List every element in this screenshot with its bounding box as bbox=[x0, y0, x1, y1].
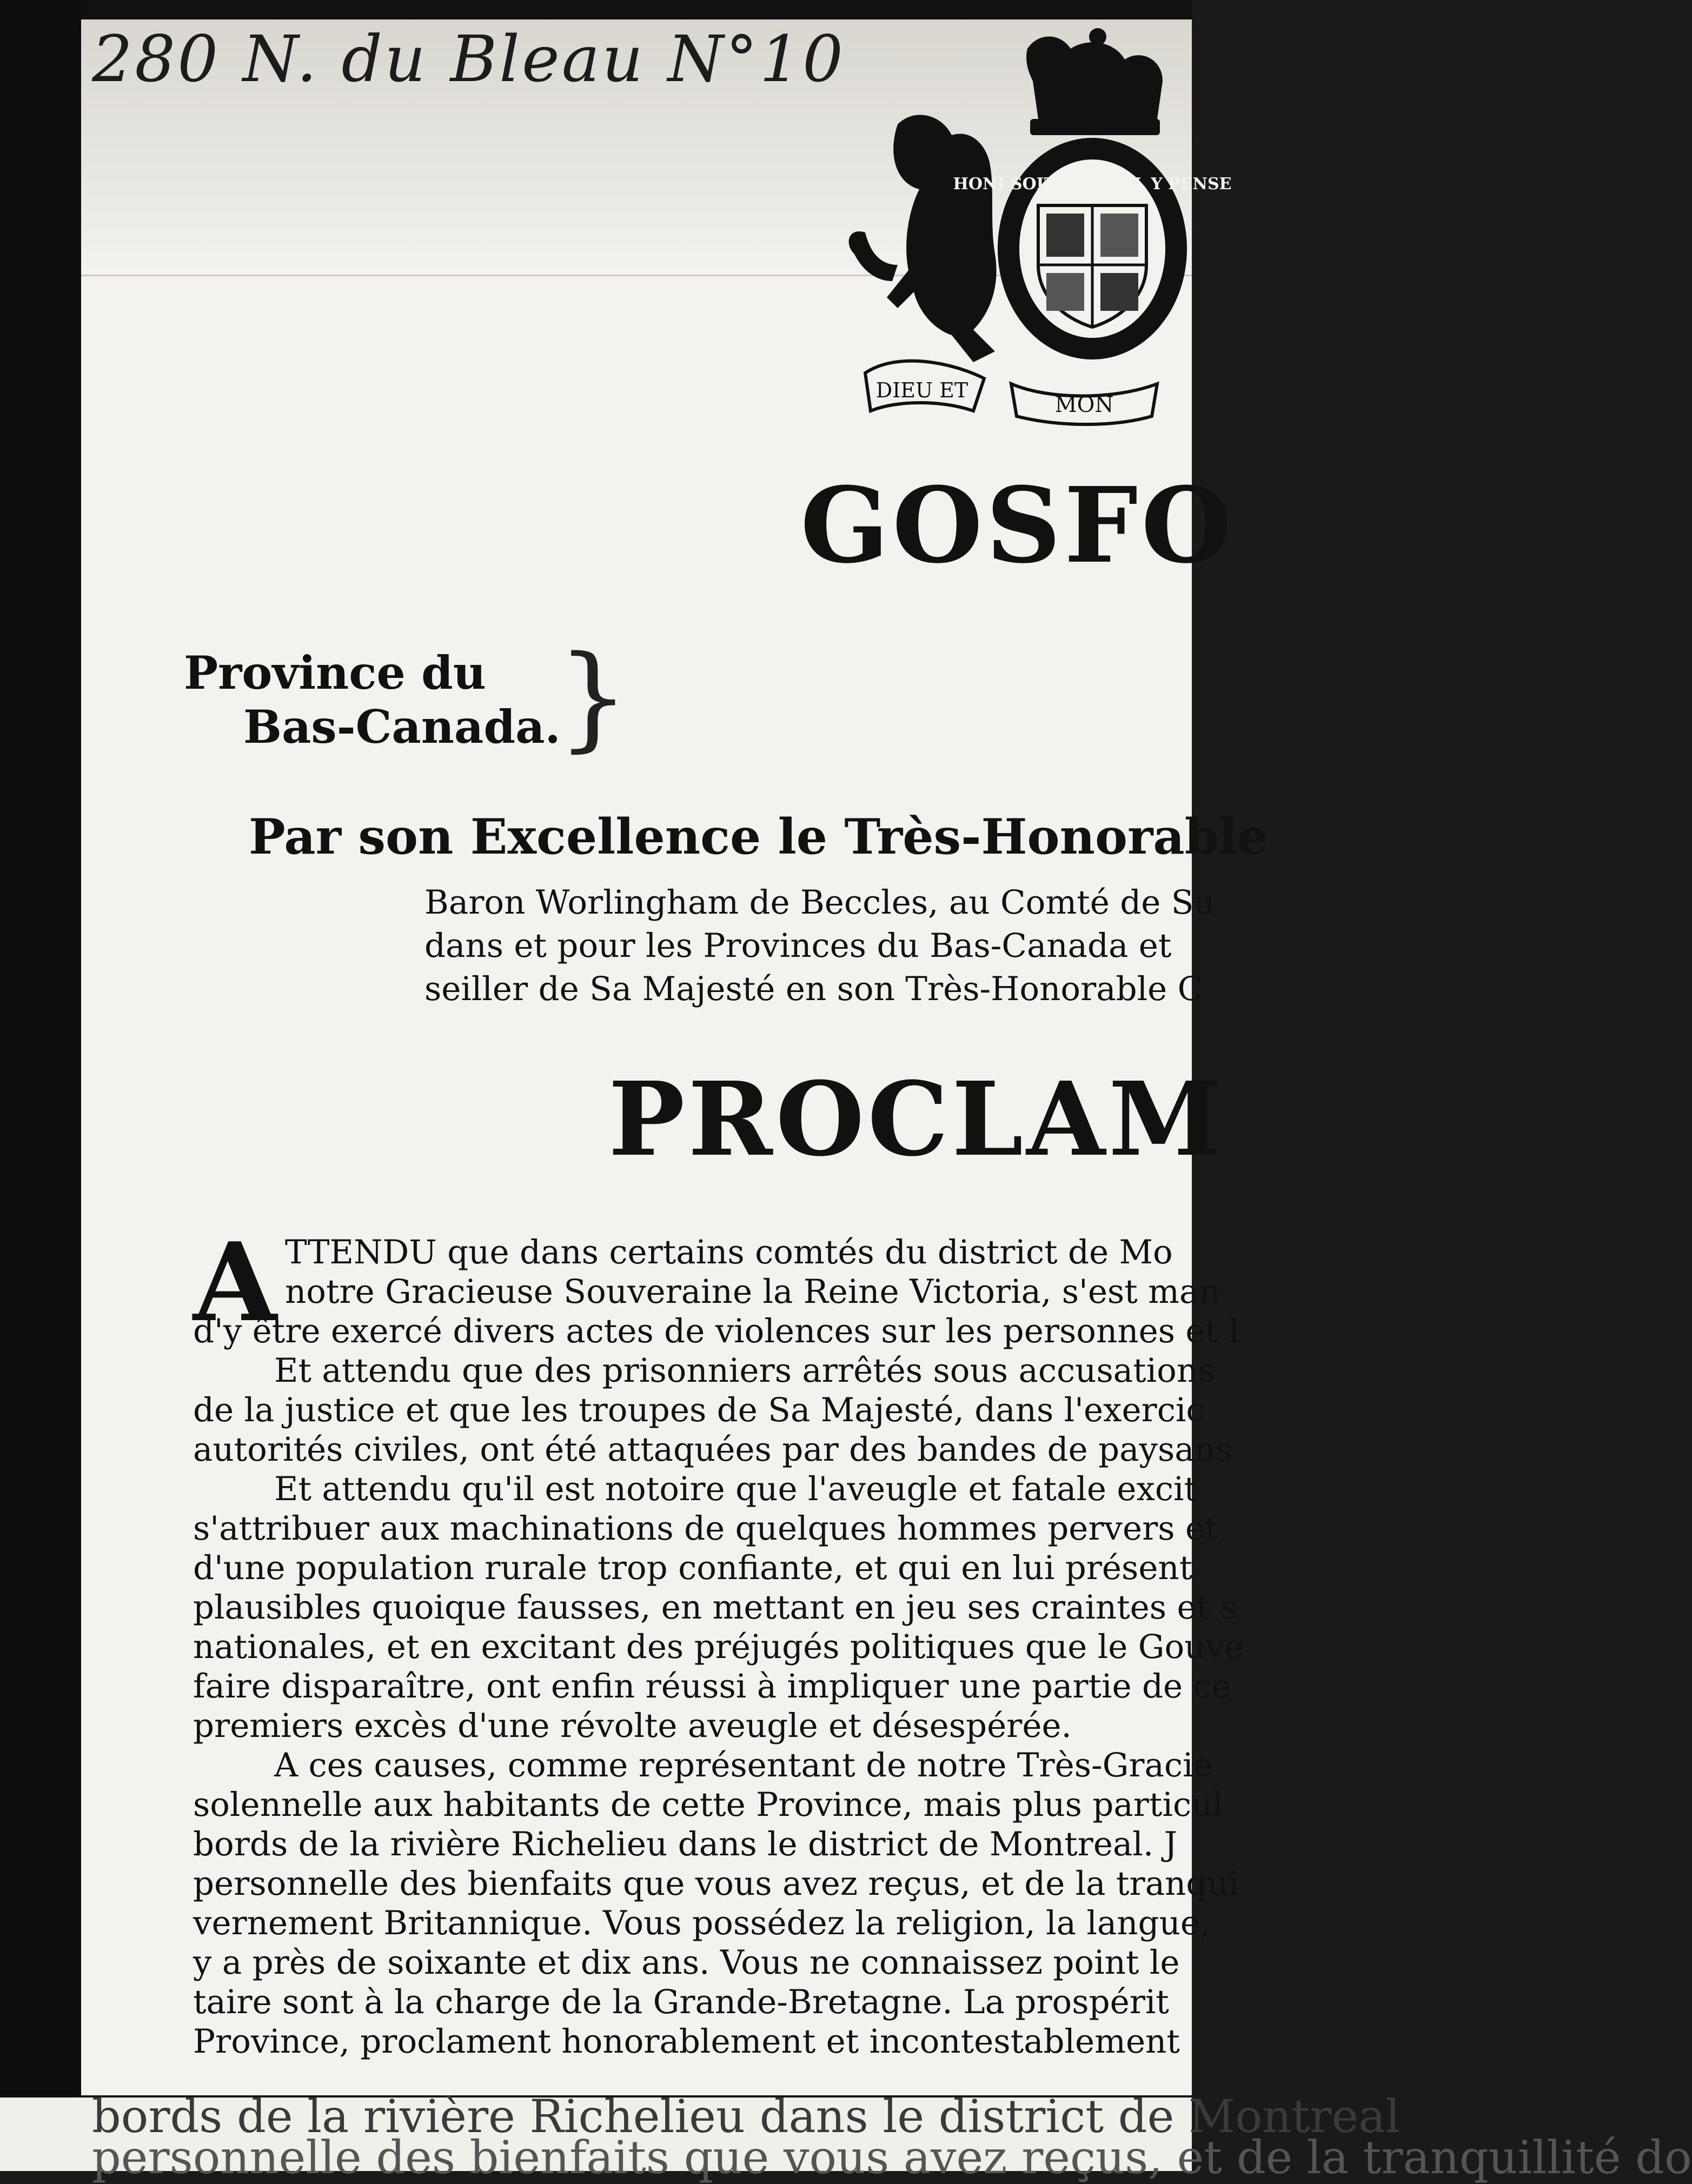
body-line: faire disparaître, ont enfin réussi à impliquer une partie de ce bbox=[193, 1667, 1231, 1706]
crown-icon bbox=[1026, 28, 1163, 135]
bleed-through-line: bords de la rivière Richelieu dans le district de Montreal bbox=[92, 2090, 1401, 2143]
body-line: notre Gracieuse Souveraine la Reine Victoria, s'est man bbox=[285, 1273, 1220, 1311]
body-line: bords de la rivière Richelieu dans le district de Montreal. J bbox=[193, 1825, 1178, 1863]
body-line: taire sont à la charge de la Grande-Bretagne. La prospérit bbox=[193, 1983, 1169, 2021]
shield-icon bbox=[998, 138, 1187, 359]
bleed-through-strip bbox=[0, 2090, 1692, 2184]
titles-block bbox=[424, 881, 1215, 1011]
body-line: autorités civiles, ont été attaquées par des bandes de paysans bbox=[193, 1430, 1233, 1469]
body-line: d'y être exercé divers actes de violences sur les personnes et l bbox=[193, 1312, 1239, 1350]
body-line: de la justice et que les troupes de Sa Majesté, dans l'exercic bbox=[193, 1391, 1205, 1429]
body-line: y a près de soixante et dix ans. Vous ne connaissez point le bbox=[193, 1943, 1180, 1982]
motto-right: MON bbox=[1054, 392, 1114, 417]
province-line-1: Province du bbox=[184, 646, 486, 700]
excellence-line: Par son Excellence le Très-Honorable bbox=[249, 808, 1269, 865]
province-line-2: Bas-Canada. bbox=[243, 700, 561, 754]
titles-line: dans et pour les Provinces du Bas-Canada et bbox=[424, 927, 1172, 965]
body-line: d'une population rurale trop confiante, et qui en lui présent bbox=[193, 1549, 1193, 1587]
body-line: Province, proclament honorablement et incontestablement bbox=[193, 2022, 1180, 2061]
body-line: premiers excès d'une révolte aveugle et désespérée. bbox=[193, 1707, 1072, 1745]
motto-left: DIEU ET bbox=[875, 378, 968, 402]
titles-line: seiller de Sa Majesté en son Très-Honorable C bbox=[424, 970, 1203, 1008]
body-line: plausibles quoique fausses, en mettant en jeu ses craintes et s bbox=[193, 1588, 1237, 1627]
body-line: personnelle des bienfaits que vous avez reçus, et de la tranqui bbox=[193, 1865, 1239, 1903]
body-line: vernement Britannique. Vous possédez la religion, la langue, bbox=[193, 1904, 1211, 1942]
body-line: TTENDU que dans certains comtés du district de Mo bbox=[285, 1233, 1173, 1271]
body-line: nationales, et en excitant des préjugés politiques que le Gouve bbox=[193, 1628, 1244, 1666]
proclamation-author-name: GOSFO bbox=[800, 465, 1235, 587]
bleed-through-line: personnelle des bienfaits que vous avez reçus, et de la tranquillité do bbox=[92, 2131, 1692, 2184]
handwritten-annotation: 280 N. du Bleau N°10 bbox=[92, 22, 846, 96]
garter-motto: HONI SOIT QUI MAL Y PENSE bbox=[953, 175, 1232, 194]
body-line: Et attendu qu'il est notoire que l'aveugle et fatale excit bbox=[274, 1470, 1198, 1508]
lion-icon bbox=[849, 115, 997, 362]
body-line: s'attribuer aux machinations de quelques hommes pervers et bbox=[193, 1509, 1218, 1548]
body-line: Et attendu que des prisonniers arrêtés sous accusations bbox=[274, 1351, 1215, 1390]
body-line: solennelle aux habitants de cette Province, mais plus particul bbox=[193, 1786, 1223, 1824]
royal-coat-of-arms-icon bbox=[833, 27, 1232, 427]
drop-cap: A bbox=[193, 1219, 277, 1346]
brace-icon: } bbox=[557, 631, 629, 763]
titles-line: Baron Worlingham de Beccles, au Comté de Su bbox=[424, 883, 1215, 922]
proclamation-body bbox=[193, 1219, 1244, 2061]
body-line: A ces causes, comme représentant de notre Très-Gracie bbox=[274, 1746, 1213, 1785]
scan-frame-left bbox=[0, 0, 81, 2171]
province-heading bbox=[184, 646, 561, 754]
proclamation-title: PROCLAM bbox=[608, 1060, 1225, 1179]
